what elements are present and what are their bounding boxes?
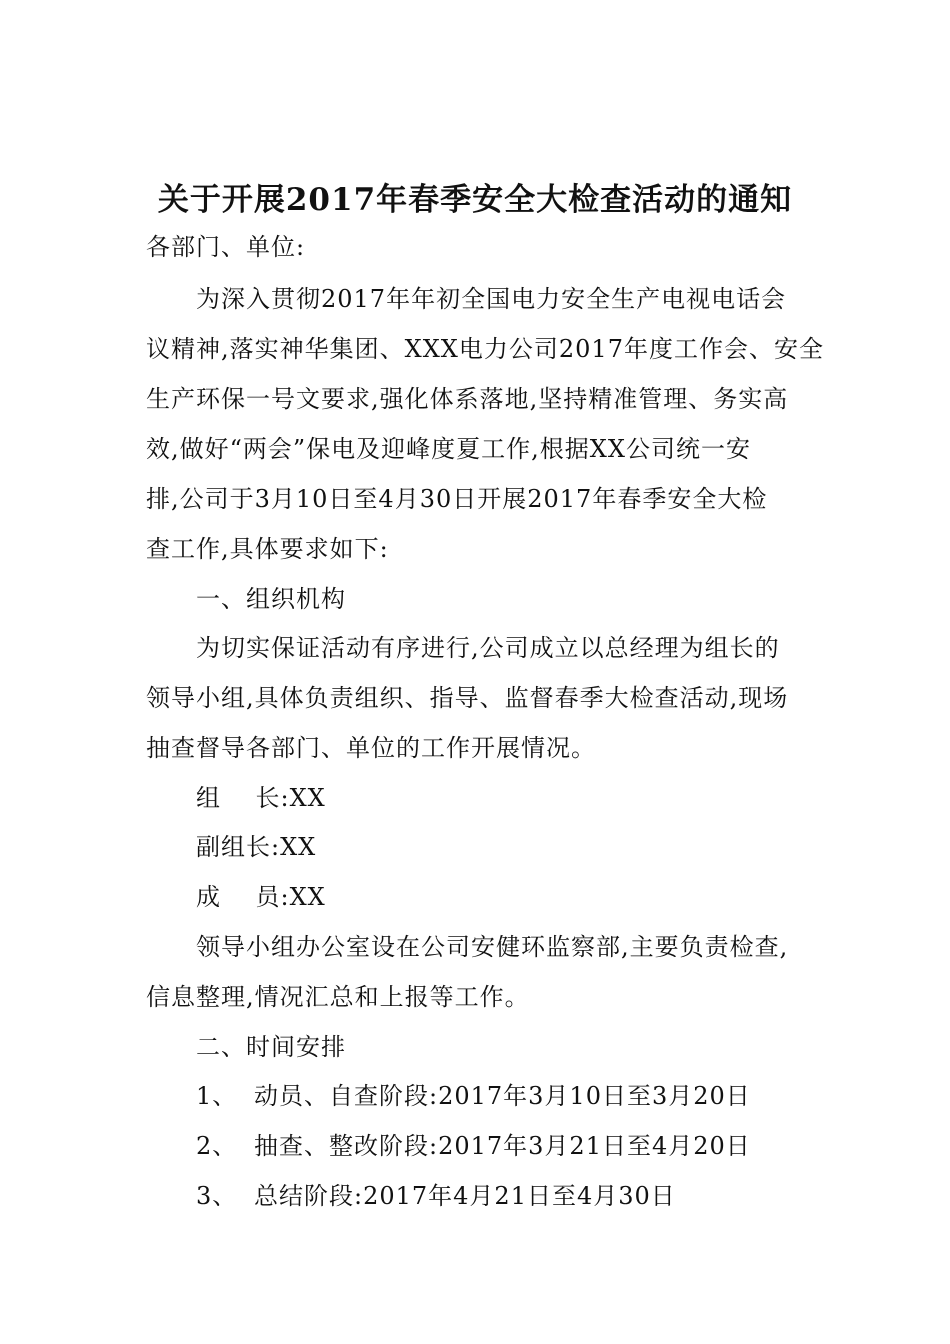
schedule-item [196,1178,896,1214]
schedule-item-number: 2、 [196,1132,238,1160]
schedule-item-text: 动员、自查阶段:2017年3月10日至3月20日 [254,1082,751,1110]
schedule-item [196,1128,896,1164]
intro-line: 议精神,落实神华集团、XXX电力公司2017年度工作会、安全 [146,335,824,363]
schedule-item-text: 抽查、整改阶段:2017年3月21日至4月20日 [254,1132,751,1160]
intro-line: 查工作,具体要求如下: [146,535,389,563]
member-leader: 组 长:XX [196,784,326,812]
office-line: 领导小组办公室设在公司安健环监察部,主要负责检查, [196,933,789,961]
section1-para-line: 领导小组,具体负责组织、指导、监督春季大检查活动,现场 [146,684,789,712]
intro-line: 效,做好“两会”保电及迎峰度夏工作,根据XX公司统一安 [146,435,751,463]
office-line: 信息整理,情况汇总和上报等工作。 [146,983,530,1011]
schedule-item [196,1078,896,1114]
intro-line: 排,公司于3月10日至4月30日开展2017年春季安全大检 [146,485,768,513]
section-heading: 一、组织机构 [196,585,346,613]
intro-line: 为深入贯彻2017年年初全国电力安全生产电视电话会 [196,285,787,313]
schedule-item-number: 3、 [196,1182,238,1210]
member-deputy: 副组长:XX [196,833,317,861]
member-staff: 成 员:XX [196,883,326,911]
schedule-item-text: 总结阶段:2017年4月21日至4月30日 [254,1182,676,1210]
schedule-item-number: 1、 [196,1082,238,1110]
section1-para-line: 抽查督导各部门、单位的工作开展情况。 [146,734,596,762]
section-heading: 二、时间安排 [196,1033,346,1061]
section1-para-line: 为切实保证活动有序进行,公司成立以总经理为组长的 [196,634,780,662]
intro-line: 生产环保一号文要求,强化体系落地,坚持精准管理、务实高 [146,385,789,413]
document-title: 关于开展2017年春季安全大检查活动的通知 [157,182,793,218]
salutation: 各部门、单位: [146,233,306,261]
